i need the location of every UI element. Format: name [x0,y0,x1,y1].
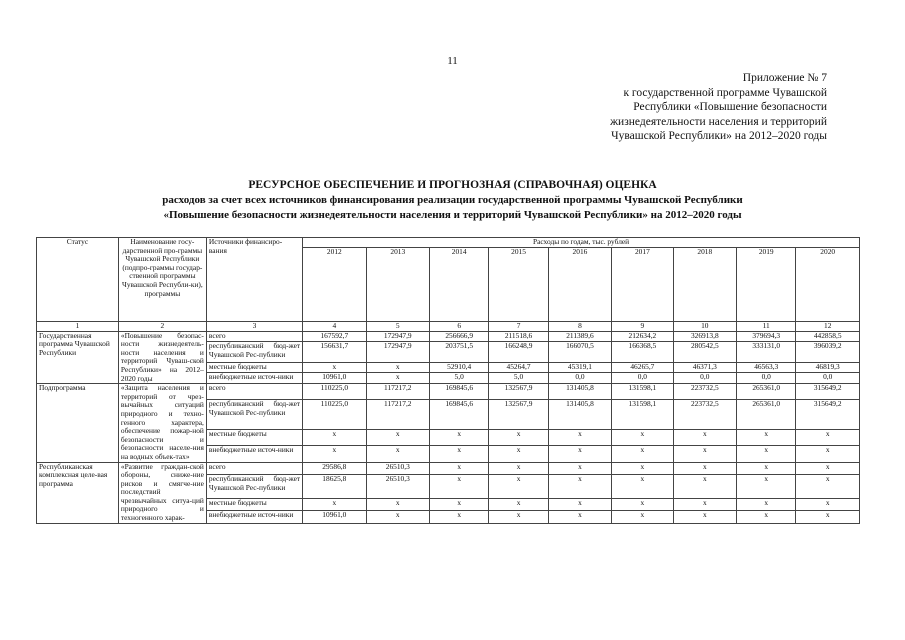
row-source: всего [206,331,302,342]
value-cell: x [303,362,366,373]
row-status: Республиканская комплексная целе-вая программа [37,462,119,523]
value-cell: x [366,373,429,384]
column-number: 2 [118,322,206,332]
header-expenses: Расходы по годам, тыс. рублей [303,238,860,248]
value-cell: x [673,430,736,446]
value-cell: x [366,446,429,462]
resource-table [36,237,860,524]
value-cell: x [303,430,366,446]
column-number: 6 [430,322,489,332]
value-cell: x [737,446,796,462]
value-cell: x [737,474,796,498]
header-year: 2015 [489,248,548,322]
value-cell: 212634,2 [612,331,673,342]
value-cell: x [612,511,673,524]
header-year: 2012 [303,248,366,322]
value-cell: 131598,1 [612,384,673,400]
value-cell: x [796,474,860,498]
value-cell: 0,0 [612,373,673,384]
value-cell: 117217,2 [366,400,429,430]
value-cell: 172947,9 [366,342,429,362]
value-cell: x [612,462,673,474]
value-cell: x [489,430,548,446]
row-source: всего [206,462,302,474]
appendix-note [527,71,827,144]
value-cell: x [548,498,611,510]
value-cell: 29586,8 [303,462,366,474]
row-source: местные бюджеты [206,362,302,373]
value-cell: x [737,511,796,524]
value-cell: 396039,2 [796,342,860,362]
value-cell: 110225,0 [303,400,366,430]
value-cell: x [366,362,429,373]
value-cell: x [489,498,548,510]
value-cell: 5,0 [430,373,489,384]
value-cell: 315649,2 [796,400,860,430]
value-cell: 333131,0 [737,342,796,362]
row-status: Государственная программа Чувашской Республики [37,331,119,384]
value-cell: x [430,430,489,446]
value-cell: x [796,430,860,446]
value-cell: x [548,430,611,446]
value-cell: 167592,7 [303,331,366,342]
value-cell: x [737,430,796,446]
value-cell: x [430,462,489,474]
table-row [37,384,860,400]
header-status: Статус [37,238,119,322]
header-year: 2020 [796,248,860,322]
table-row [37,331,860,342]
value-cell: 10961,0 [303,511,366,524]
value-cell: x [430,511,489,524]
value-cell: 156631,7 [303,342,366,362]
value-cell: 45264,7 [489,362,548,373]
value-cell: 203751,5 [430,342,489,362]
title-line: «Повышение безопасности жизнедеятельности населения и территорий Чувашской Республики» на 2012–2020 годы [163,209,742,221]
value-cell: x [673,474,736,498]
table-row [37,462,860,474]
value-cell: x [796,446,860,462]
appendix-line: к государственной программе Чувашской [623,86,827,99]
value-cell: 265361,0 [737,400,796,430]
value-cell: x [489,446,548,462]
page-number: 11 [447,55,458,67]
row-status: Подпрограмма [37,384,119,462]
value-cell: x [303,446,366,462]
value-cell: x [737,462,796,474]
column-number: 5 [366,322,429,332]
header-year: 2017 [612,248,673,322]
value-cell: x [548,462,611,474]
value-cell: 166248,9 [489,342,548,362]
value-cell: x [673,511,736,524]
value-cell: 166368,5 [612,342,673,362]
value-cell: 131405,8 [548,400,611,430]
row-source: республиканский бюд-жет Чувашской Рес-публики [206,474,302,498]
value-cell: x [612,474,673,498]
appendix-line: Приложение № 7 [742,72,827,84]
appendix-line: Республики «Повышение безопасности [633,101,827,113]
column-number: 3 [206,322,302,332]
row-source: внебюджетные источ-ники [206,511,302,524]
value-cell: x [796,498,860,510]
value-cell: x [430,498,489,510]
column-number: 11 [737,322,796,332]
appendix-line: жизнедеятельности населения и территорий [610,115,827,128]
value-cell: 5,0 [489,373,548,384]
value-cell: x [673,498,736,510]
value-cell: x [366,511,429,524]
column-number: 4 [303,322,366,332]
value-cell: 172947,9 [366,331,429,342]
value-cell: x [548,446,611,462]
value-cell: 326913,8 [673,331,736,342]
value-cell: 166070,5 [548,342,611,362]
header-year: 2014 [430,248,489,322]
value-cell: 18625,8 [303,474,366,498]
value-cell: 211389,6 [548,331,611,342]
value-cell: 132567,9 [489,400,548,430]
value-cell: 169845,6 [430,400,489,430]
row-program-name: «Развитие граждан-ской обороны, сниже-ние рисков и смягче-ние последствий чрезвычайных ситуа-ций природного и техногенного харак- [118,462,206,523]
row-source: республиканский бюд-жет Чувашской Рес-публики [206,342,302,362]
row-program-name: «Защита населения и территорий от чрез-вычайных ситуаций природного и техно-генного характера, обеспечение пожар-ной безопасности и безопасности населе-ния на водных объек-тах» [118,384,206,462]
row-source: всего [206,384,302,400]
value-cell: 265361,0 [737,384,796,400]
header-year: 2013 [366,248,429,322]
row-source: внебюджетные источ-ники [206,373,302,384]
value-cell: x [366,430,429,446]
value-cell: x [612,446,673,462]
value-cell: 10961,0 [303,373,366,384]
value-cell: 131405,8 [548,384,611,400]
column-number: 9 [612,322,673,332]
title-line: РЕСУРСНОЕ ОБЕСПЕЧЕНИЕ И ПРОГНОЗНАЯ (СПРАВОЧНАЯ) ОЦЕНКА [248,179,657,191]
header-year: 2019 [737,248,796,322]
value-cell: 45319,1 [548,362,611,373]
value-cell: x [548,511,611,524]
value-cell: 379694,3 [737,331,796,342]
value-cell: x [612,498,673,510]
column-number: 1 [37,322,119,332]
value-cell: 280542,5 [673,342,736,362]
value-cell: 0,0 [796,373,860,384]
row-source: внебюджетные источ-ники [206,446,302,462]
value-cell: 211518,6 [489,331,548,342]
value-cell: 256666,9 [430,331,489,342]
column-number: 12 [796,322,860,332]
row-program-name: «Повышение безопас-ности жизнедеятель-ности населения и территорий Чуваш-ской Республики» на 2012–2020 годы [118,331,206,384]
value-cell: 131598,1 [612,400,673,430]
value-cell: 442858,5 [796,331,860,342]
value-cell: 315649,2 [796,384,860,400]
value-cell: x [737,498,796,510]
value-cell: 46265,7 [612,362,673,373]
header-year: 2016 [548,248,611,322]
column-number: 7 [489,322,548,332]
value-cell: x [612,430,673,446]
value-cell: 223732,5 [673,400,736,430]
value-cell: 46819,3 [796,362,860,373]
value-cell: x [366,498,429,510]
header-name: Наименование госу-дарственной про-граммы Чувашской Республики (подпро-граммы государ-ственной программы Чувашской Республи-ки), программы [118,238,206,322]
header-sources: Источники финансиро-вания [206,238,302,322]
document-title [0,178,905,223]
value-cell: 46563,3 [737,362,796,373]
value-cell: 26510,3 [366,474,429,498]
value-cell: 169845,6 [430,384,489,400]
value-cell: 110225,0 [303,384,366,400]
column-number: 8 [548,322,611,332]
value-cell: 132567,9 [489,384,548,400]
value-cell: x [796,511,860,524]
value-cell: 223732,5 [673,384,736,400]
value-cell: x [548,474,611,498]
title-line: расходов за счет всех источников финансирования реализации государственной программы Чувашской Республики [162,194,743,206]
header-year: 2018 [673,248,736,322]
appendix-line: Чувашской Республики» на 2012–2020 годы [611,130,827,142]
value-cell: 0,0 [673,373,736,384]
value-cell: 117217,2 [366,384,429,400]
value-cell: x [489,511,548,524]
value-cell: x [673,446,736,462]
row-source: республиканский бюд-жет Чувашской Рес-публики [206,400,302,430]
value-cell: 46371,3 [673,362,736,373]
value-cell: x [430,474,489,498]
row-source: местные бюджеты [206,498,302,510]
row-source: местные бюджеты [206,430,302,446]
value-cell: x [673,462,736,474]
value-cell: 26510,3 [366,462,429,474]
value-cell: 0,0 [548,373,611,384]
value-cell: x [303,498,366,510]
value-cell: x [489,462,548,474]
value-cell: x [489,474,548,498]
value-cell: 0,0 [737,373,796,384]
value-cell: 52910,4 [430,362,489,373]
column-number: 10 [673,322,736,332]
value-cell: x [430,446,489,462]
value-cell: x [796,462,860,474]
